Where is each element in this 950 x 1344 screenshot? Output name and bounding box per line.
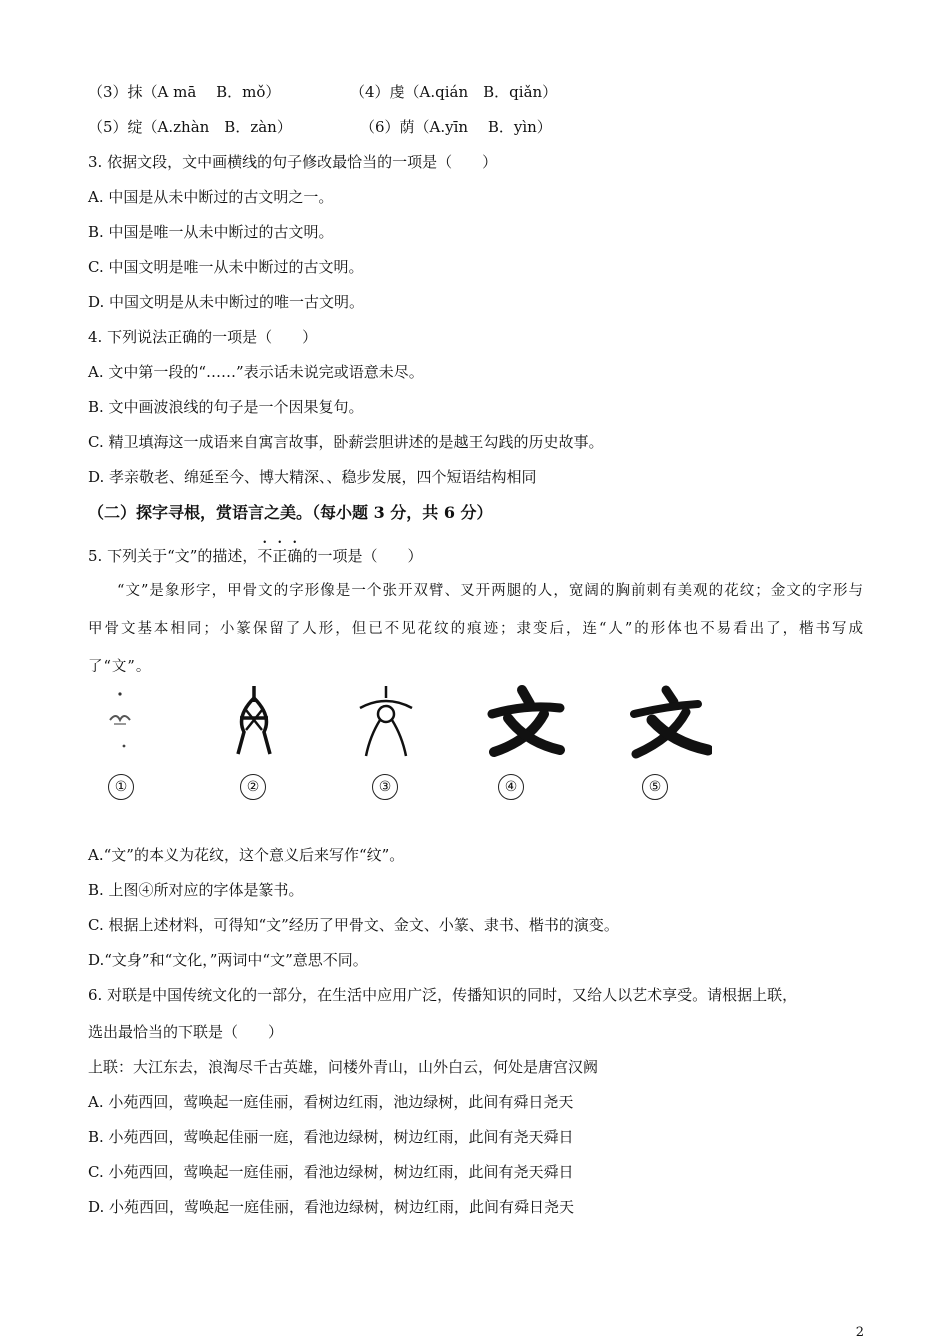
q4-option-a: A. 文中第一段的“……”表示话未说完或语意未尽。 <box>88 363 424 381</box>
q5-stem <box>88 538 422 566</box>
q5-option-d: D.“文身”和“文化，”两词中“文”意思不同。 <box>88 951 368 969</box>
wen-evolution-figure <box>88 680 728 810</box>
q5-passage: “文”是象形字，甲骨文的字形像是一个张开双臂、叉开两腿的人，宽阔的胸前刺有美观的花纹；金文的字形与甲骨文基本相同；小篆保留了人形，但已不见花纹的痕迹；隶变后，连“人”的形体也不易看出了，楷书写成了“文”。 <box>88 583 864 675</box>
glyph-seal <box>352 680 432 810</box>
figure-label-3: ③ <box>372 774 398 800</box>
q3-option-b: B. 中国是唯一从未中断过的古文明。 <box>88 223 334 241</box>
clerical-glyph-icon <box>486 680 566 764</box>
glyph-clerical <box>486 680 576 810</box>
q6-stem-line2: 选出最恰当的下联是（ ） <box>88 1023 284 1041</box>
q2-item-4: （4）虔（A.qián B．qiǎn） <box>350 83 558 101</box>
q6-upper-couplet: 上联：大江东去，浪淘尽千古英雄，问楼外青山，山外白云，何处是唐宫汉阙 <box>88 1058 599 1076</box>
q2-row-2 <box>88 117 552 137</box>
page-number: 2 <box>855 1325 864 1340</box>
q6-option-c: C. 小苑西回，莺唤起一庭佳丽，看池边绿树，树边红雨，此间有尧天舜日 <box>88 1163 574 1181</box>
bronze-glyph-icon <box>224 680 284 760</box>
oracle-glyph-icon <box>92 680 152 760</box>
q2-item-3: （3）抹（A mā B．mǒ） <box>88 83 281 101</box>
glyph-oracle <box>92 680 172 810</box>
q6-option-d: D. 小苑西回，莺唤起一庭佳丽，看池边绿树，树边红雨，此间有舜日尧天 <box>88 1198 575 1216</box>
q4-stem: 4. 下列说法正确的一项是（ ） <box>88 328 318 346</box>
q2-item-6: （6）荫（A.yīn B．yìn） <box>360 118 552 136</box>
q2-row-1 <box>88 82 557 102</box>
figure-label-2: ② <box>240 774 266 800</box>
q5-option-b: B. 上图④所对应的字体是篆书。 <box>88 881 304 899</box>
seal-glyph-icon <box>352 680 422 760</box>
q3-stem: 3. 依据文段，文中画横线的句子修改最恰当的一项是（ ） <box>88 153 498 171</box>
q3-option-d: D. 中国文明是从未中断过的唯一古文明。 <box>88 293 365 311</box>
q4-option-b: B. 文中画波浪线的句子是一个因果复句。 <box>88 398 364 416</box>
figure-label-1: ① <box>108 774 134 800</box>
glyph-bronze-1 <box>224 680 304 810</box>
q6-option-a: A. 小苑西回，莺唤起一庭佳丽，看树边红雨，池边绿树，此间有舜日尧天 <box>88 1093 574 1111</box>
figure-label-4: ④ <box>498 774 524 800</box>
regular-glyph-icon <box>628 680 712 764</box>
q5-stem-emphasis: 不正确 <box>257 547 303 565</box>
q4-option-d: D. 孝亲敬老、绵延至今、博大精深、、稳步发展，四个短语结构相同 <box>88 468 537 486</box>
glyph-regular <box>628 680 718 810</box>
q2-item-5: （5）绽（A.zhàn B．zàn） <box>88 118 292 136</box>
q4-option-c: C. 精卫填海这一成语来自寓言故事，卧薪尝胆讲述的是越王勾践的历史故事。 <box>88 433 604 451</box>
q5-stem-post: 的一项是（ ） <box>302 547 423 565</box>
q3-option-c: C. 中国文明是唯一从未中断过的古文明。 <box>88 258 364 276</box>
figure-label-5: ⑤ <box>642 774 668 800</box>
section-heading: （二）探字寻根，赏语言之美。（每小题 3 分，共 6 分） <box>88 503 493 522</box>
q3-option-a: A. 中国是从未中断过的古文明之一。 <box>88 188 334 206</box>
q5-option-c: C. 根据上述材料，可得知“文”经历了甲骨文、金文、小篆、隶书、楷书的演变。 <box>88 916 619 934</box>
q6-option-b: B. 小苑西回，莺唤起佳丽一庭，看池边绿树，树边红雨，此间有尧天舜日 <box>88 1128 574 1146</box>
q5-option-a: A.“文”的本义为花纹，这个意义后来写作“纹”。 <box>88 846 405 864</box>
q5-stem-pre: 5. 下列关于“文”的描述， <box>88 547 258 565</box>
q6-stem-line1: 6. 对联是中国传统文化的一部分，在生活中应用广泛，传播知识的同时，又给人以艺术享受。请根据上联， <box>88 986 798 1004</box>
